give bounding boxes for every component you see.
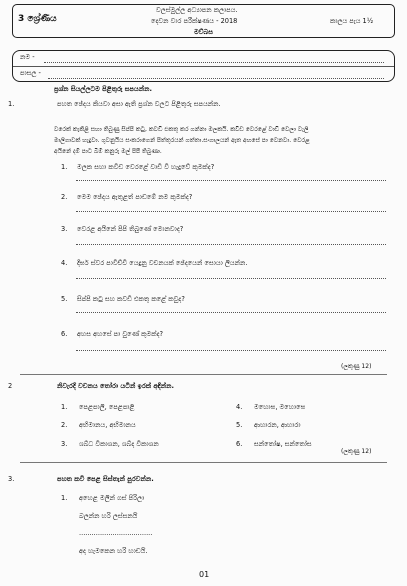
q2-option-number: 2. bbox=[61, 421, 68, 429]
q3-number: 3. bbox=[8, 475, 15, 483]
q1-instruction: පහත ඡේදය කියවා අසා ඇති ප්‍රශ්න වලට පිළිතුරු සපයන්න. bbox=[57, 100, 221, 108]
q2-instruction: නිවැරදි වචනය තෝරා යටින් ඉරක් අඳින්න. bbox=[57, 382, 175, 390]
q2-option[interactable]: සන්තෝෂ, සන්තෝස bbox=[254, 440, 312, 448]
page-number: 01 bbox=[199, 570, 210, 579]
answer-line[interactable] bbox=[76, 180, 386, 181]
q1-sub-question: අහස අහසේ පා වුණේ කුමක්ද? bbox=[77, 330, 164, 338]
q1-marks: (ලකුණු 12) bbox=[341, 363, 372, 370]
poem-line: අද හැමකෙන හරි හාඩයි. bbox=[79, 547, 148, 555]
q2-option-number: 5. bbox=[236, 421, 243, 429]
duration: කාලය පැය 1½ bbox=[330, 17, 374, 25]
grade-label: 3 ශ්‍රේණිය bbox=[18, 14, 57, 24]
passage-line: මාලිගාවක් හැදුවා. ගුවනුයිය සංකරාගෙන් පිත්තුරයන් ගත්තා.සංගාලයන් ඇත අහසේ පා වෙනවා. වෙරළ bbox=[54, 137, 310, 144]
q1-sub-question: දීර්ඝ ස්වර පාවිච්චි යෙදුනු වචනයක් ඡේදයෙන් සොයා ලියන්න. bbox=[77, 259, 248, 267]
q2-option[interactable]: මහොඝ, මහොඝෙ bbox=[254, 403, 306, 411]
divider bbox=[20, 374, 387, 375]
education-office: වලස්මුල්ල අධ්‍යාපන කලාපය. bbox=[156, 6, 238, 14]
answer-line[interactable] bbox=[76, 312, 386, 313]
answer-line[interactable] bbox=[76, 211, 386, 212]
name-label: නම - bbox=[20, 53, 35, 61]
q2-option-number: 4. bbox=[236, 403, 243, 411]
q1-sub-question: සිප්පි කටු සහ කවඩි එකතු කළේ කවුද? bbox=[77, 295, 185, 303]
q1-number: 1. bbox=[8, 100, 15, 108]
poem-line: අහෙළ මලින් ගස් පිරිලා bbox=[79, 494, 145, 502]
q2-option[interactable]: ආහාරන, ආහාරා bbox=[254, 421, 301, 429]
school-label: පාසල - bbox=[20, 69, 41, 77]
answer-line[interactable] bbox=[76, 278, 386, 279]
q1-sub-number: 6. bbox=[61, 330, 68, 338]
exam-title: දෙවන වාර පරීක්ෂණය - 2018 bbox=[151, 17, 238, 25]
name-field[interactable] bbox=[44, 62, 384, 63]
q1-sub-number: 4. bbox=[61, 259, 68, 267]
passage-line: අයිනේ දම් පාට බිම් කනුරු මල් පිපී තිබුණා. bbox=[54, 148, 162, 155]
school-field[interactable] bbox=[48, 78, 384, 79]
q1-sub-question: මෙම ඡේදය ඇතුළත් පාඩමේ නම කුමක්ද? bbox=[77, 193, 193, 201]
q1-sub-number: 1. bbox=[61, 163, 68, 171]
answer-line[interactable] bbox=[76, 350, 386, 351]
q1-sub-number: 5. bbox=[61, 295, 68, 303]
q2-option[interactable]: අභිමානය, අභිමානය bbox=[79, 421, 136, 429]
passage-line: වරෙක් කැකිළි සහා තිබුණු සිප්පි කටු, කවඩි එකතු කර ගන්නා මලකයි. කවිඩ වෙරළේ වාඩි වෙලා වැලි bbox=[54, 126, 309, 133]
q1-sub-number: 2. bbox=[61, 193, 68, 201]
q2-number: 2 bbox=[8, 382, 13, 390]
q2-option[interactable]: පෙළපාලි, පෙළපාළි bbox=[79, 403, 135, 411]
q2-option-number: 1. bbox=[61, 403, 68, 411]
q2-marks: (ලකුණු 12) bbox=[341, 448, 372, 455]
q1-sub-question: මලක සහා කවිඩ වෙරළේ වාඩි වී හැදුවේ කුමක්ද? bbox=[77, 163, 215, 171]
q3-instruction: පහත කවි පෙළ සිස්තැන් පුරවන්න. bbox=[57, 475, 154, 483]
divider bbox=[20, 462, 387, 463]
poem-line: බලන්න හරි ලස්සනයි bbox=[79, 512, 138, 520]
q2-option-number: 3. bbox=[61, 440, 68, 448]
subject-title: මව්බස bbox=[194, 28, 213, 36]
q1-sub-number: 3. bbox=[61, 225, 68, 233]
answer-line[interactable] bbox=[76, 244, 386, 245]
q1-sub-question: වෙරළ අයිනේ පිපි තිබුණේ මොනවාද? bbox=[77, 225, 184, 233]
general-instruction: ප්‍රශ්න සියල්ලටම පිළිතුරු සපයන්න. bbox=[54, 85, 152, 93]
q2-option-number: 6. bbox=[236, 440, 243, 448]
poem-blank-line[interactable]: ................................... bbox=[79, 529, 153, 537]
q3-line-number: 1. bbox=[61, 494, 68, 502]
q2-option[interactable]: ශබ්ධ විකාශන, ශබ්ද විකාශන bbox=[79, 440, 159, 448]
